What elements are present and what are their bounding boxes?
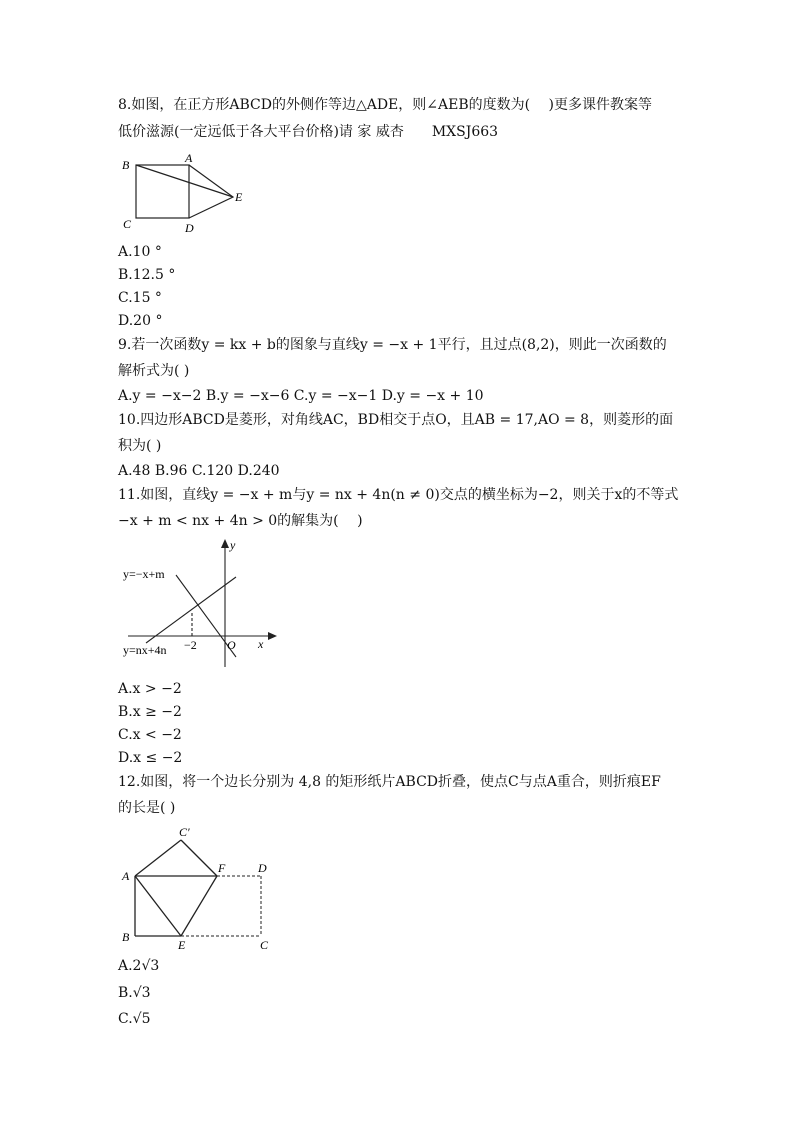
label-f: F (218, 861, 226, 875)
label-d: D (185, 221, 194, 235)
label-b: B (122, 158, 130, 172)
q9-stem-line2: 解析式为( ) (118, 363, 190, 379)
q11-option-c: C.x < −2 (118, 727, 182, 743)
q11-option-b: B.x ≥ −2 (118, 704, 182, 720)
q9-stem-line1: 9.若一次函数y = kx + b的图象与直线y = −x + 1平行，且过点(8,2)，则此一次函数的 (118, 337, 667, 353)
q11-graph-figure (118, 535, 283, 675)
square-abcd (136, 165, 189, 218)
x-arrow (268, 632, 277, 640)
q8-option-c: C.15 ° (118, 290, 162, 306)
q9-options: A.y = −x−2 B.y = −x−6 C.y = −x−1 D.y = −x + 10 (118, 388, 484, 404)
label-b: B (122, 930, 130, 944)
line1-label: y=−x+m (123, 567, 165, 581)
fold-ef (181, 876, 217, 936)
q10-options: A.48 B.96 C.120 D.240 (118, 463, 280, 479)
q11-option-d: D.x ≤ −2 (118, 750, 183, 766)
x-axis-label: x (258, 637, 264, 651)
label-a: A (122, 869, 130, 883)
line-nx-plus-4n (146, 577, 236, 643)
q11-option-a: A.x > −2 (118, 681, 182, 697)
q12-option-c: C.√5 (118, 1011, 151, 1027)
segment-c2f (181, 840, 217, 876)
q10-stem-line2: 积为( ) (118, 438, 162, 454)
label-a: A (185, 151, 193, 165)
label-c: C (123, 217, 132, 231)
tick-label: −2 (184, 638, 197, 652)
q8-square-figure (118, 150, 258, 240)
q12-stem-line1: 12.如图，将一个边长分别为 4,8 的矩形纸片ABCD折叠，使点C与点A重合，则折痕EF (118, 774, 661, 790)
q8-stem-line1: 8.如图，在正方形ABCD的外侧作等边△ADE，则∠AEB的度数为( )更多课件教案等 (118, 97, 652, 113)
q8-stem-line2: 低价滋源(一定远低于各大平台价格)请 家 威杏 MXSJ663 (118, 124, 499, 140)
segment-ac2 (135, 840, 181, 876)
q8-option-b: B.12.5 ° (118, 267, 176, 283)
y-arrow (221, 539, 229, 548)
label-d: D (258, 861, 267, 875)
segment-be (136, 165, 233, 197)
label-e: E (235, 190, 243, 204)
q12-fold-figure (118, 822, 283, 952)
y-axis-label: y (230, 538, 236, 552)
q10-stem-line1: 10.四边形ABCD是菱形，对角线AC，BD相交于点O，且AB = 17,AO = 8，则菱形的面 (118, 412, 674, 428)
q11-stem-line1: 11.如图，直线y = −x + m与y = nx + 4n(n ≠ 0)交点的横坐标为−2，则关于x的不等式 (118, 487, 679, 503)
q8-option-a: A.10 ° (118, 244, 162, 260)
origin-label: O (227, 638, 236, 652)
label-c: C (260, 938, 269, 952)
label-e: E (178, 938, 186, 952)
segment-ae (135, 876, 181, 936)
label-c-prime: C′ (179, 825, 190, 839)
q12-stem-line2: 的长是( ) (118, 800, 176, 816)
q12-option-a: A.2√3 (118, 958, 160, 974)
q12-option-b: B.√3 (118, 985, 151, 1001)
line2-label: y=nx+4n (123, 643, 167, 657)
q11-stem-line2: −x + m < nx + 4n > 0的解集为( ) (118, 513, 363, 529)
triangle-ade (189, 165, 233, 218)
q8-option-d: D.20 ° (118, 313, 163, 329)
